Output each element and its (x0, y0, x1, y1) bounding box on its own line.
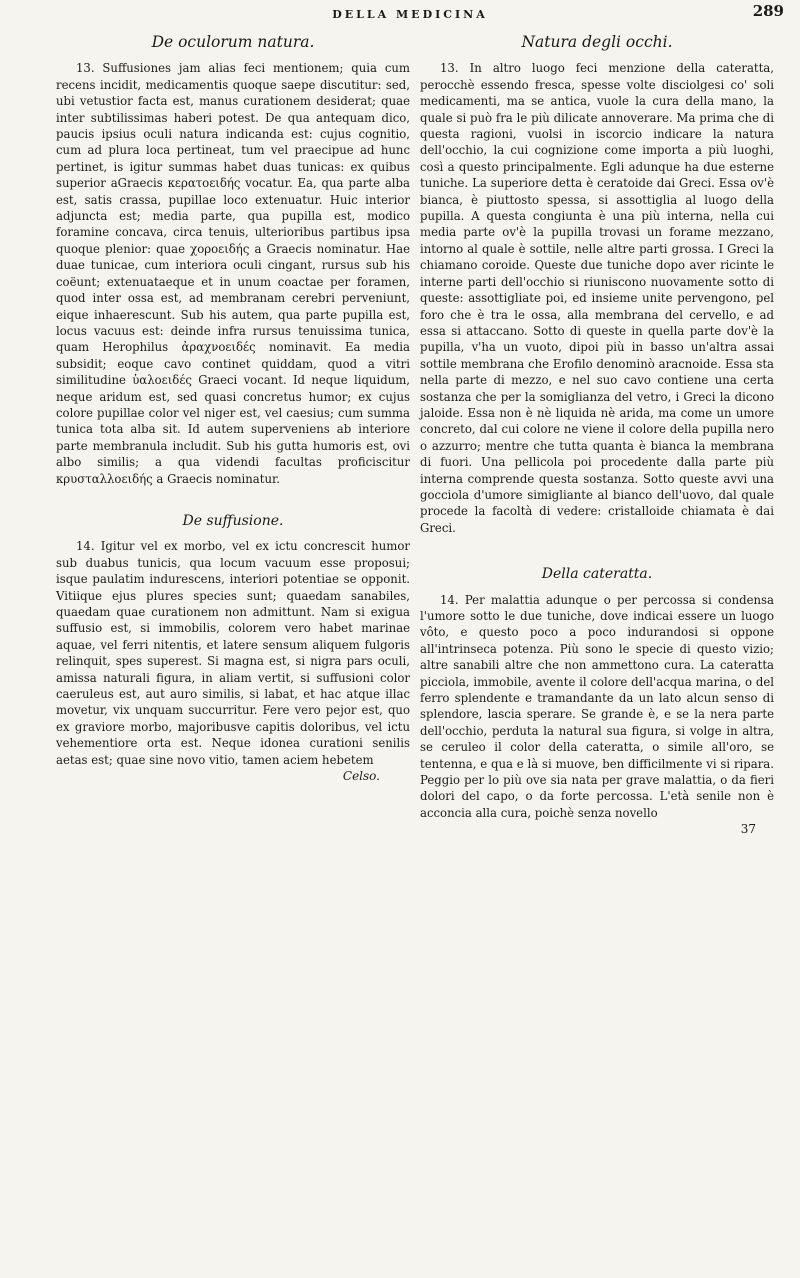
page-number: 289 (752, 2, 784, 20)
latin-section-title: De suffusione. (182, 512, 284, 529)
italian-paragraph-13: 13. In altro luogo feci menzione della cateratta, perocchè essendo fresca, spesse volte disciolgesi co' soli medicamenti, ma se antica, vuole la cura della mano, la quale si può fra le più dilicate annoverare. Ma prima che di questa ragioni, vuolsi in iscorcio indicare la natura dell'occhio, la cui cognizione come importa a più luoghi, così a questo principalmente. Egli adunque ha due esterne tuniche. La superiore detta è ceratoide dai Greci. Essa ov'è bianca, è piuttosto spessa, si assottiglia al luogo della pupilla. A questa congiunta è una più interna, nella cui media parte ov'è la pupilla trovasi un forame mezzano, intorno al quale è sottile, nelle altre parti grossa. I Greci la chiamano coroide. Queste due tuniche dopo aver ricinte le interne parti dell'occhio si riuniscono nuovamente sotto di queste: assottigliate poi, ed insieme unite pervengono, pel foro che è tra le ossa, alla membrana del cervello, e ad essa si attaccano. Sotto di queste in quella parte dov'è la pupilla, v'ha un vuoto, dipoi più in basso un'altra assai sottile membrana che Erofilo denominò aracnoide. Essa sta nella parte di mezzo, e nel suo cavo contiene una certa sostanza che per la somiglianza del vetro, i Greci la dicono jaloide. Essa non è nè liquida nè arida, ma come un umore concreto, dal cui colore ne viene il colore della pupilla nero o azzurro; mentre che tutta quanta è bianca la membrana di fuori. Una pellicola poi procedente dalla parte più interna comprende questa sostanza. Sotto queste avvi una gocciola d'umore simigliante al bianco dell'uovo, dal quale procede la facoltà di vedere: cristalloide chiamata è dai Greci. (420, 61, 774, 535)
italian-paragraph-14: 14. Per malattia adunque o per percossa si condensa l'umore sotto le due tuniche, dove indicai essere un luogo vôto, e questo poco a poco indurandosi si oppone all'intrinseca potenza. Più sono le specie di questo vizio; altre sanabili altre che non ammettono cura. La cateratta picciola, immobile, avente il colore dell'acqua marina, o del ferro splendente e tramandante da un lato alcun senso di splendore, lascia sperare. Se grande è, e se la nera parte dell'occhio, perduta la natural sua figura, si volge in altra, se ceruleo il color della cateratta, o simile all'oro, se tentenna, e qua e là si muove, ben difficilmente vi si ripara. Peggio per lo più ove sia nata per grave malattia, o da fieri dolori del capo, o da forte percossa. L'età senile non è acconcia alla cura, poichè senza novello (420, 592, 774, 820)
signature-mark: 37 (740, 822, 756, 837)
italian-section-title: Della cateratta. (541, 566, 653, 583)
latin-column-title: De oculorum natura. (151, 33, 315, 51)
italian-column-title: Natura degli occhi. (521, 33, 673, 51)
latin-column (56, 34, 410, 784)
latin-footer-author: Celso. (342, 769, 380, 784)
running-head: DELLA MEDICINA (332, 8, 488, 21)
italian-column (420, 34, 774, 838)
latin-paragraph-14: 14. Igitur vel ex morbo, vel ex ictu concrescit humor sub duabus tunicis, qua locum vacuum esse proposui; isque paulatim indurescens, interiori potentiae se opponit. Vitiique ejus plures species sunt; quaedam sanabiles, quaedam quae curationem non admittunt. Nam si exigua suffusio est, si immobilis, colorem vero habet marinae aquae, vel ferri nitentis, et latere sensum aliquem fulgoris relinquit, spes superest. Si magna est, si nigra pars oculi, amissa naturali figura, in aliam vertit, si suffusioni color caeruleus est, aut auro similis, si labat, et hac atque illac movetur, vix unquam succurritur. Fere vero pejor est, quo ex graviore morbo, majoribusve capitis doloribus, vel ictu vehementiore orta est. Neque idonea curationi senilis aetas est; quae sine novo vitio, tamen aciem hebetem (56, 539, 410, 767)
latin-paragraph-13: 13. Suffusiones jam alias feci mentionem; quia cum recens incidit, medicamentis quoque saepe discutitur: sed, ubi vetustior facta est, manus curationem desiderat; quae inter subtilissimas haberi potest. De qua antequam dico, paucis ipsius oculi natura indicanda est: cujus cognitio, cum ad plura loca pertineat, tum vel praecipue ad hunc pertinet, is igitur summas habet duas tunicas: ex quibus superior aGraecis κερατοειδής vocatur. Ea, qua parte alba est, satis crassa, pupillae loco extenuatur. Huic interior adjuncta est; media parte, qua pupilla est, modico foramine concava, circa tenuis, ulterioribus partibus ipsa quoque plenior: quae χοροειδής a Graecis nominatur. Hae duae tunicae, cum interiora oculi cingant, rursus sub his coëunt; extenuataeque et in unum coactae per foramen, quod inter ossa est, ad membranam cerebri perveniunt, eique inhaerescunt. Sub his autem, qua parte pupilla est, locus vacuus est: deinde infra rursus tenuissima tunica, quam Herophilus ἀραχνοειδές nominavit. Ea media subsidit; eoque cavo continet quiddam, quod a vitri similitudine ὑαλοειδές Graeci vocant. Id neque liquidum, neque aridum est, sed quasi concretus humor; ex cujus colore pupillae color vel niger est, vel caesius; cum summa tunica tota alba sit. Id autem superveniens ab interiore parte membranula includit. Sub his gutta humoris est, ovi albo similis; a qua videndi facultas proficiscitur κρυσταλλοειδής a Graecis nominatur. (56, 61, 410, 486)
